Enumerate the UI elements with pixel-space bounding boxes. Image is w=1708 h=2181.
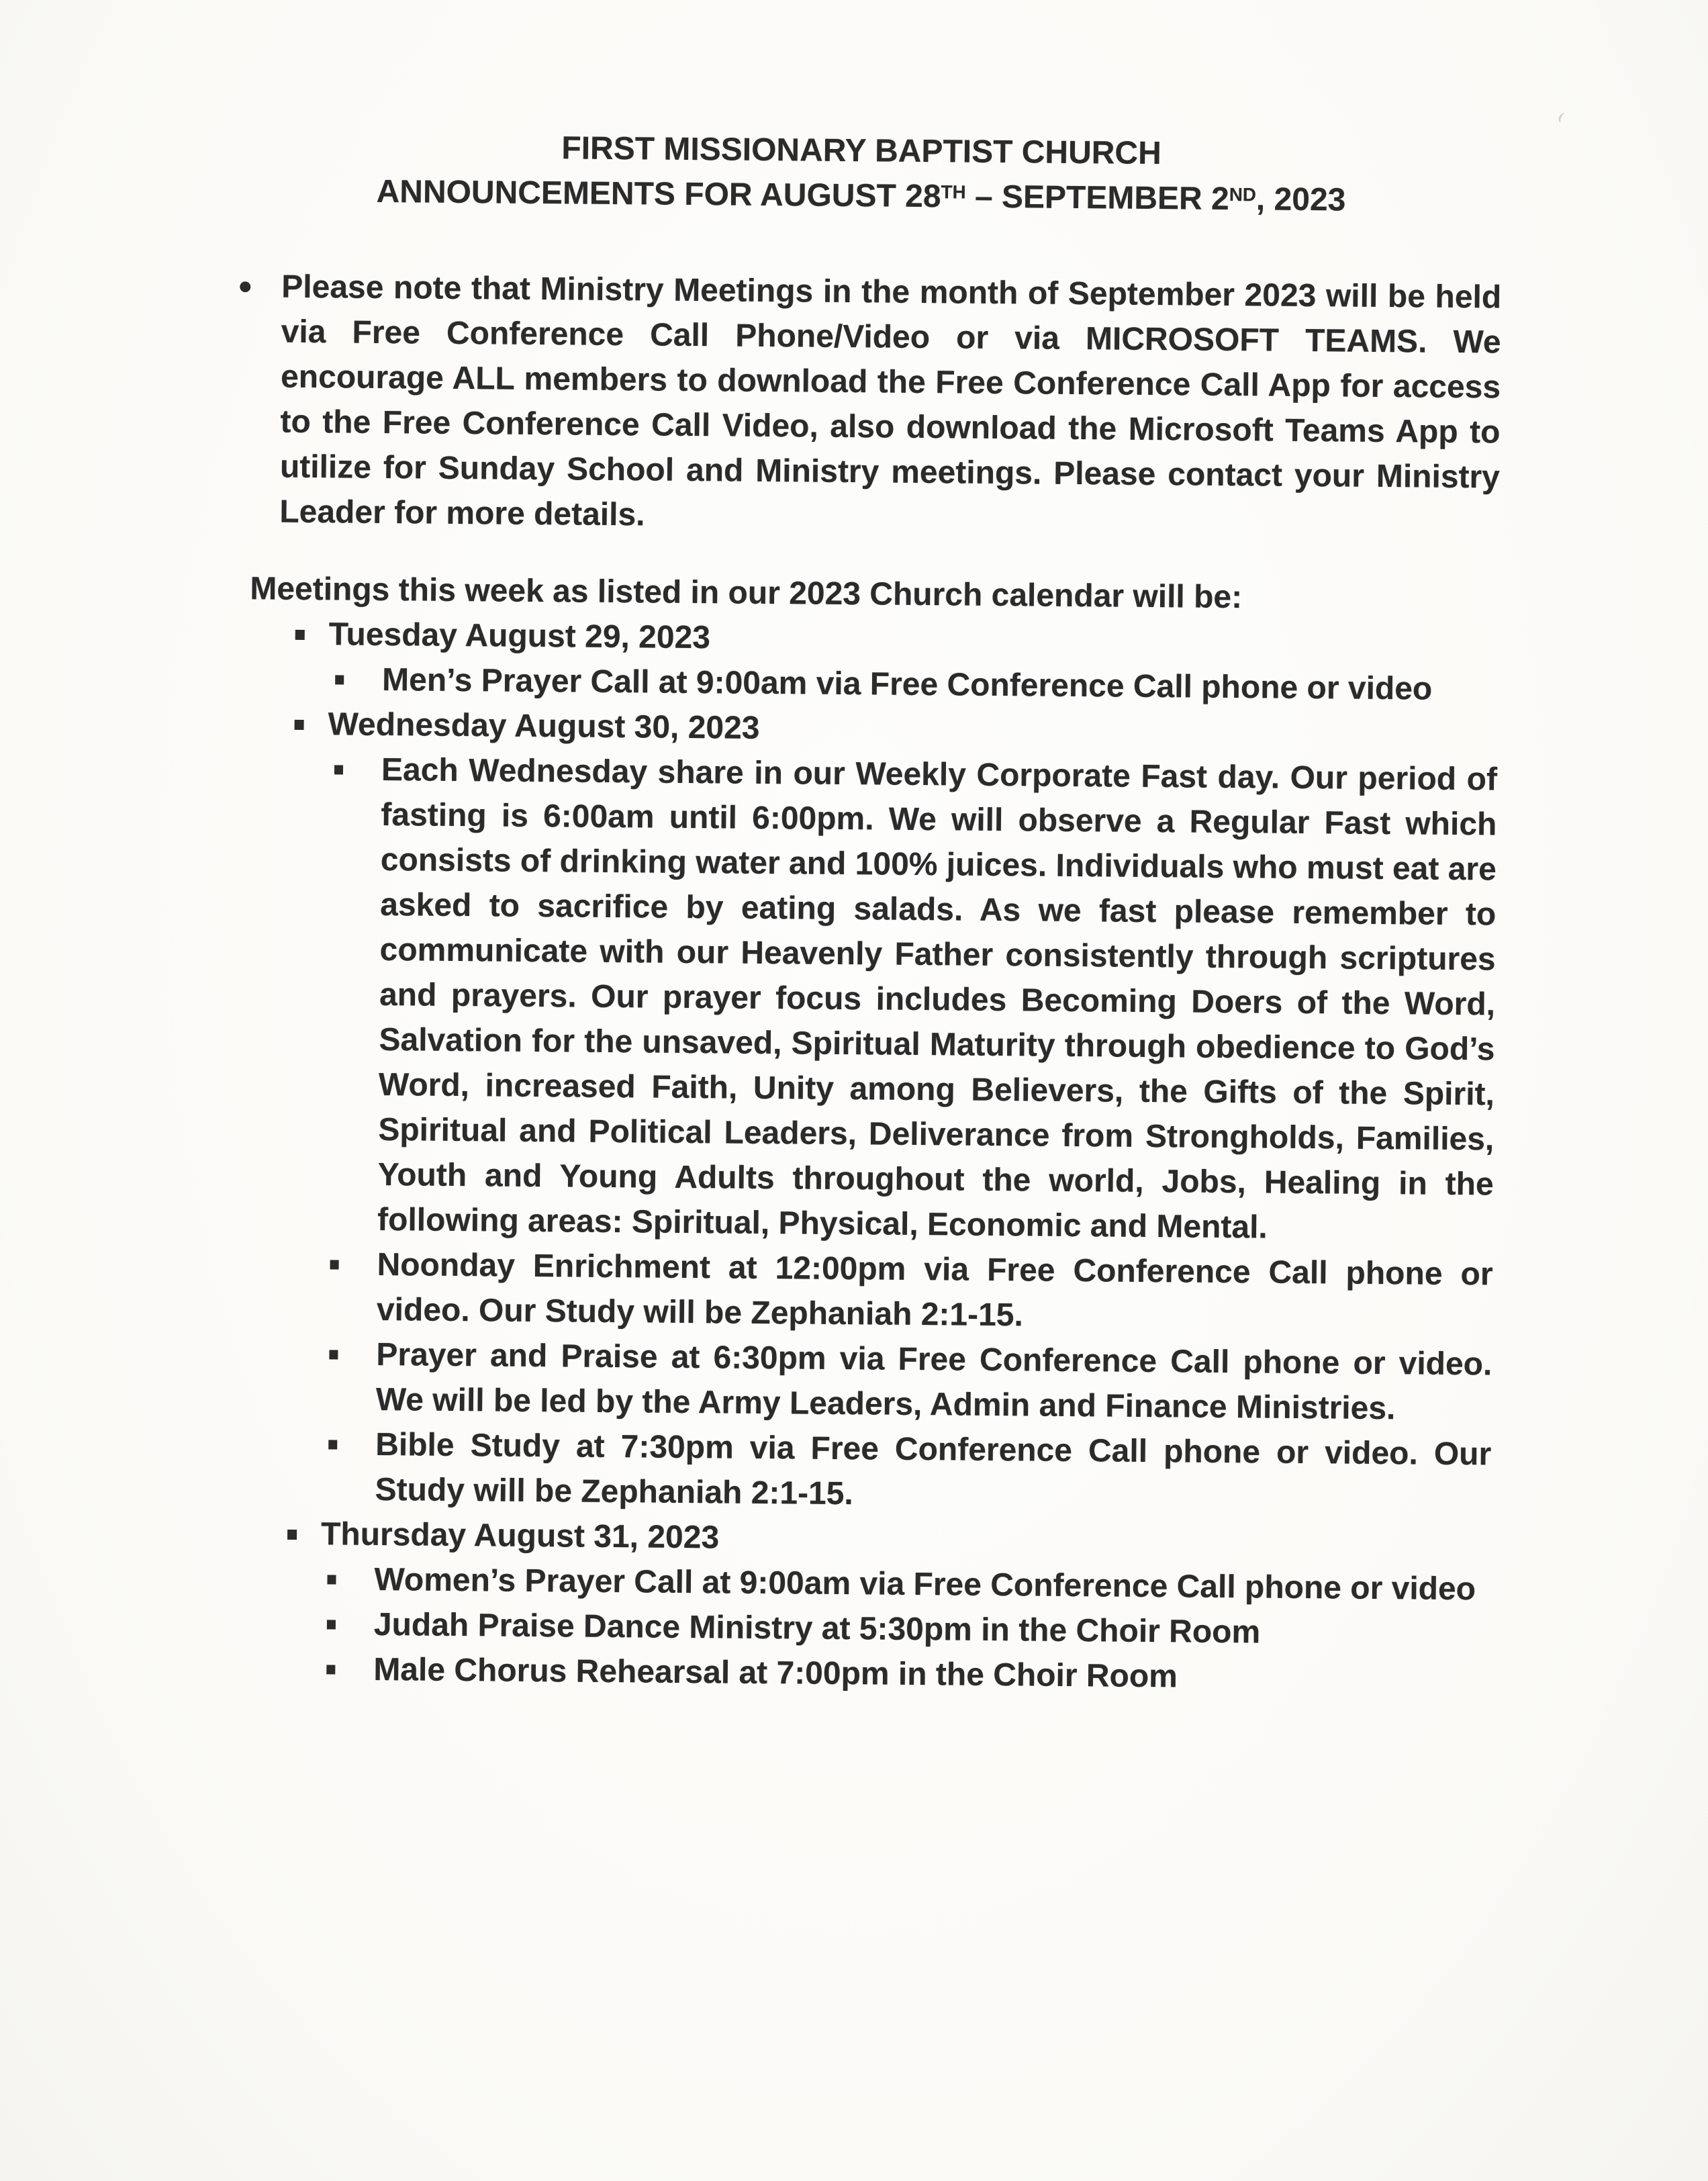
square-bullet-icon	[326, 1665, 335, 1674]
heading-text-part3: , 2023	[1255, 181, 1346, 218]
square-bullet-icon	[334, 765, 343, 774]
event-text: Judah Praise Dance Ministry at 5:30pm in the Choir Room	[373, 1606, 1261, 1651]
day-label: Wednesday August 30, 2023	[328, 706, 760, 746]
square-bullet-icon	[329, 1350, 338, 1359]
square-bullet-icon	[287, 1530, 297, 1540]
square-bullet-icon	[327, 1575, 336, 1584]
event-text: Male Chorus Rehearsal at 7:00pm in the Choir Room	[373, 1651, 1178, 1695]
intro-notice-text: Please note that Ministry Meetings in the month of September 2023 will be held via Free Conference Call Phone/Video or via MICROSOFT TEAMS. We encourage ALL members to download the Free Conference Call App for access to the Free Conference Call Video, also download the Microsoft Teams App to utilize for Sunday School and Ministry meetings. Please contact your Ministry Leader for more details.	[279, 269, 1502, 533]
heading-text-part2: – SEPTEMBER 2	[965, 179, 1229, 217]
square-bullet-icon	[295, 630, 305, 640]
ordinal-superscript-th: TH	[941, 181, 966, 203]
event-text: Bible Study at 7:30pm via Free Conference Call phone or video. Our Study will be Zephaniah 2:1-15.	[375, 1426, 1492, 1512]
day-label: Thursday August 31, 2023	[320, 1516, 720, 1556]
event-text: Women’s Prayer Call at 9:00am via Free Conference Call phone or video	[374, 1561, 1476, 1608]
announcements-date-heading	[220, 168, 1503, 228]
church-name-heading: FIRST MISSIONARY BAPTIST CHURCH	[561, 130, 1161, 172]
square-bullet-icon	[335, 675, 344, 684]
event-item-corporate-fast	[211, 746, 1497, 1252]
square-bullet-icon	[327, 1620, 336, 1629]
event-item-noonday-enrichment	[210, 1241, 1493, 1342]
meetings-week-header: Meetings this week as listed in our 2023 Church calendar will be:	[250, 571, 1243, 616]
heading-text-part1: ANNOUNCEMENTS FOR AUGUST 28	[376, 173, 941, 215]
day-label: Tuesday August 29, 2023	[328, 616, 711, 656]
intro-notice-item	[217, 264, 1501, 545]
document-title	[220, 123, 1503, 228]
event-text: Prayer and Praise at 6:30pm via Free Conference Call phone or video. We will be led by the Army Leaders, Admin and Finance Ministries.	[375, 1336, 1492, 1427]
square-bullet-icon	[295, 720, 304, 730]
event-text: Men’s Prayer Call at 9:00am via Free Conference Call phone or video	[381, 662, 1433, 707]
round-bullet-icon	[240, 281, 250, 292]
event-item-bible-study	[208, 1421, 1491, 1522]
square-bullet-icon	[330, 1260, 339, 1269]
event-text: Each Wednesday share in our Weekly Corporate Fast day. Our period of fasting is 6:00am until 6:00pm. We will observe a Regular Fast which consists of drinking water and 100% juices. Individuals who must eat are asked to sacrifice by eating salads. As we fast please remember to communicate with our Heavenly Father consistently through scriptures and prayers. Our prayer focus includes Becoming Doers of the Word, Salvation for the unsaved, Spiritual Maturity through obedience to God’s Word, increased Faith, Unity among Believers, the Gifts of the Spirit, Spiritual and Political Leaders, Deliverance from Strongholds, Families, Youth and Young Adults throughout the world, Jobs, Healing in the following areas: Spiritual, Physical, Economic and Mental.	[377, 752, 1498, 1246]
event-item-prayer-and-praise	[209, 1331, 1492, 1432]
square-bullet-icon	[328, 1440, 337, 1449]
event-text: Noonday Enrichment at 12:00pm via Free Conference Call phone or video. Our Study will be Zephaniah 2:1-15.	[376, 1246, 1493, 1334]
ordinal-superscript-nd: ND	[1229, 183, 1257, 205]
